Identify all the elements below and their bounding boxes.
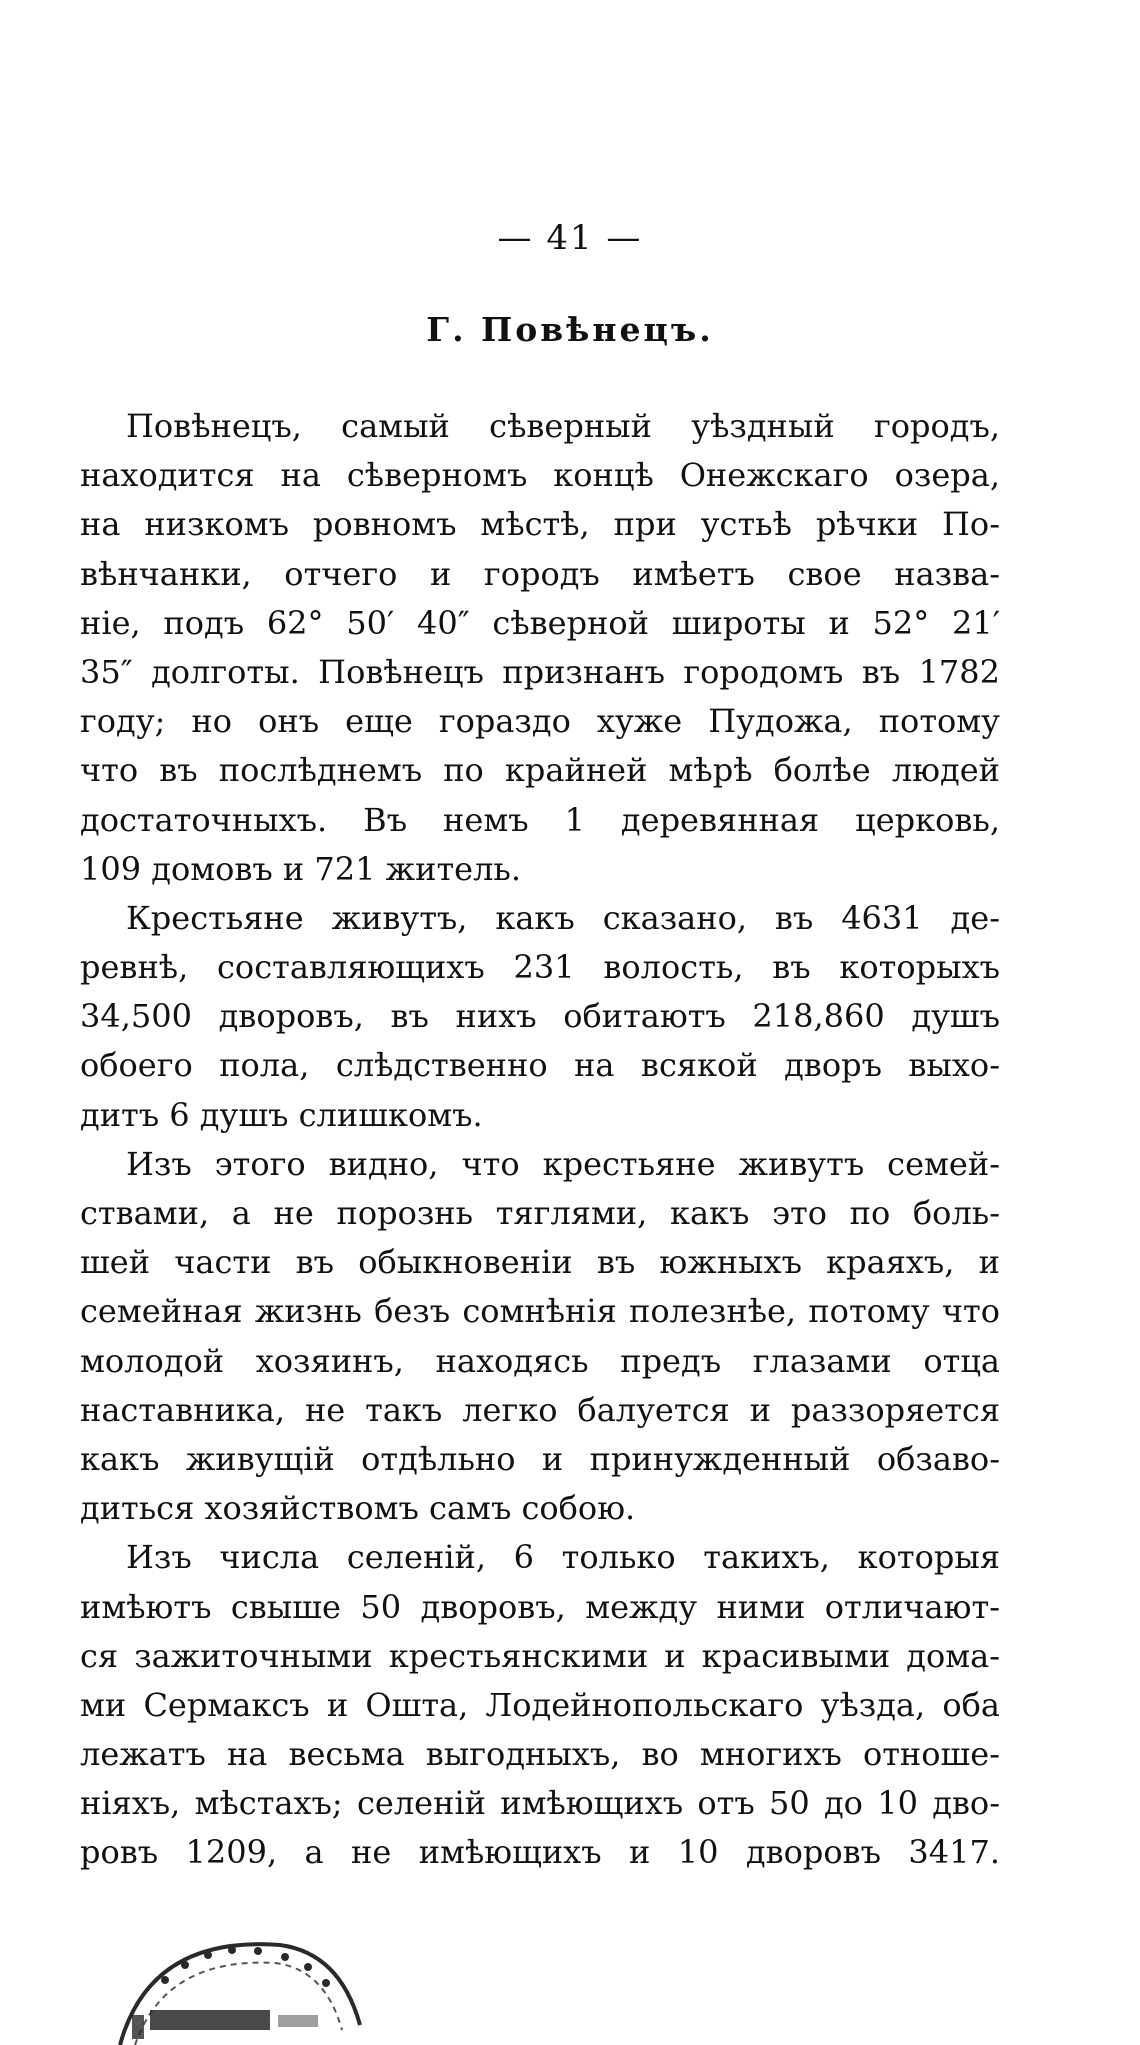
text-line: лежатъ на весьма выгодныхъ, во многихъ отноше- (80, 1735, 1000, 1774)
text-line: ровъ 1209, а не имѣющихъ и 10 дворовъ 3417. (80, 1833, 1000, 1872)
text-line: шей части въ обыкновеніи въ южныхъ краяхъ, и (80, 1243, 1000, 1282)
text-line: что въ послѣднемъ по крайней мѣрѣ болѣе людей (80, 751, 1000, 790)
text-line: молодой хозяинъ, находясь предъ глазами отца (80, 1341, 1000, 1380)
text-line: наставника, не такъ легко балуется и раззоряется (80, 1390, 1000, 1429)
page-title: Г. Повѣнецъ. (426, 310, 714, 349)
text-line: Крестьяне живутъ, какъ сказано, въ 4631 де- (126, 898, 1000, 937)
text-line: семейная жизнь безъ сомнѣнія полезнѣе, потому что (80, 1292, 1000, 1331)
text-line: ствами, а не порознь тяглями, какъ это по боль- (80, 1194, 1000, 1232)
library-stamp-icon (110, 1905, 390, 2045)
text-line: какъ живущій отдѣльно и принужденный обзаво- (80, 1439, 1000, 1478)
text-line: ніе, подъ 62° 50′ 40″ сѣверной широты и 52° 21′ (80, 603, 1000, 642)
text-line: ся зажиточными крестьянскими и красивыми дома- (80, 1636, 1000, 1675)
page-number: — 41 — (497, 218, 643, 258)
text-line: Изъ этого видно, что крестьяне живутъ семей- (126, 1144, 1000, 1183)
text-line: на низкомъ ровномъ мѣстѣ, при устьѣ рѣчки По- (80, 505, 1000, 544)
text-line: ніяхъ, мѣстахъ; селеній имѣющихъ отъ 50 до 10 дво- (80, 1784, 1000, 1823)
text-line: диться хозяйствомъ самъ собою. (80, 1489, 636, 1528)
text-line: имѣютъ свыше 50 дворовъ, между ними отличают- (80, 1587, 1000, 1626)
body-text (80, 402, 1000, 1878)
text-line: году; но онъ еще гораздо хуже Пудожа, потому (80, 702, 1000, 741)
text-line: обоего пола, слѣдственно на всякой дворъ выхо- (80, 1046, 1000, 1085)
text-line: Изъ числа селеній, 6 только такихъ, которыя (126, 1538, 1000, 1577)
text-line: 34,500 дворовъ, въ нихъ обитаютъ 218,860 душъ (80, 997, 1000, 1036)
text-line: Повѣнецъ, самый сѣверный уѣздный городъ, (126, 407, 1000, 445)
text-line: достаточныхъ. Въ немъ 1 деревянная церковь, (80, 800, 1000, 839)
text-line: ревнѣ, составляющихъ 231 волость, въ которыхъ (80, 948, 1000, 987)
text-line: 109 домовъ и 721 житель. (80, 849, 521, 888)
text-line: ми Сермаксъ и Ошта, Лодейнопольскаго уѣзда, оба (80, 1685, 1000, 1724)
text-line: дитъ 6 душъ слишкомъ. (80, 1095, 483, 1134)
text-line: находится на сѣверномъ концѣ Онежскаго озера, (80, 456, 1000, 495)
text-line: 35″ долготы. Повѣнецъ признанъ городомъ въ 1782 (80, 652, 1000, 691)
text-line: вѣнчанки, отчего и городъ имѣетъ свое назва- (80, 554, 1000, 593)
